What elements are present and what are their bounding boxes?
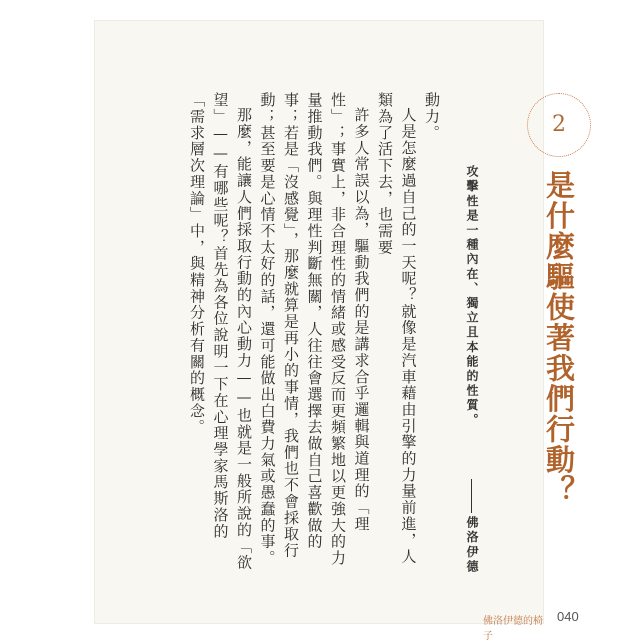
body-text: [188, 92, 443, 572]
attribution-dash: [471, 479, 472, 513]
book-page: [95, 21, 579, 642]
epigraph-attribution: 佛洛伊德: [465, 516, 479, 575]
running-footer-book-title: 佛洛伊德的椅子: [483, 616, 543, 642]
body-paragraph: 人是怎麼過自己的一天呢？就像是汽車藉由引擎的力量前進，人類為了活下去，也需要: [376, 92, 418, 565]
chapter-number: 2: [552, 112, 566, 137]
chapter-number-badge: [527, 93, 591, 157]
epigraph-quote: 攻擊性是一種內在、獨立且本能的性質。: [465, 165, 479, 428]
chapter-title: 是什麼驅使著我們行動？: [542, 170, 576, 506]
body-paragraph: 動力。: [423, 92, 441, 142]
body-paragraph: 那麼，能讓人們採取行動的內心動力——也就是一般所說的「欲望」——有哪些呢？首先為各位說明一下在心理學家馬斯洛的「需求層次理論」中，與精神分析有關的概念。: [188, 92, 253, 571]
page-number: 040: [557, 609, 579, 624]
body-paragraph: 許多人常誤以為，驅動我們的是講求合乎邏輯與道理的「理性」；事實上，非合理性的情緒或感受反而更頻繁地以更強大的力量推動我們。與理性判斷無關，人往往會選擇去做自己喜歡做的事；若是「沒感覺」，那麼就算是再小的事情，我們也不會採取行動；甚至要是心情不太好的話，還可能做出白費力氣或愚蠢的事。: [258, 92, 371, 567]
